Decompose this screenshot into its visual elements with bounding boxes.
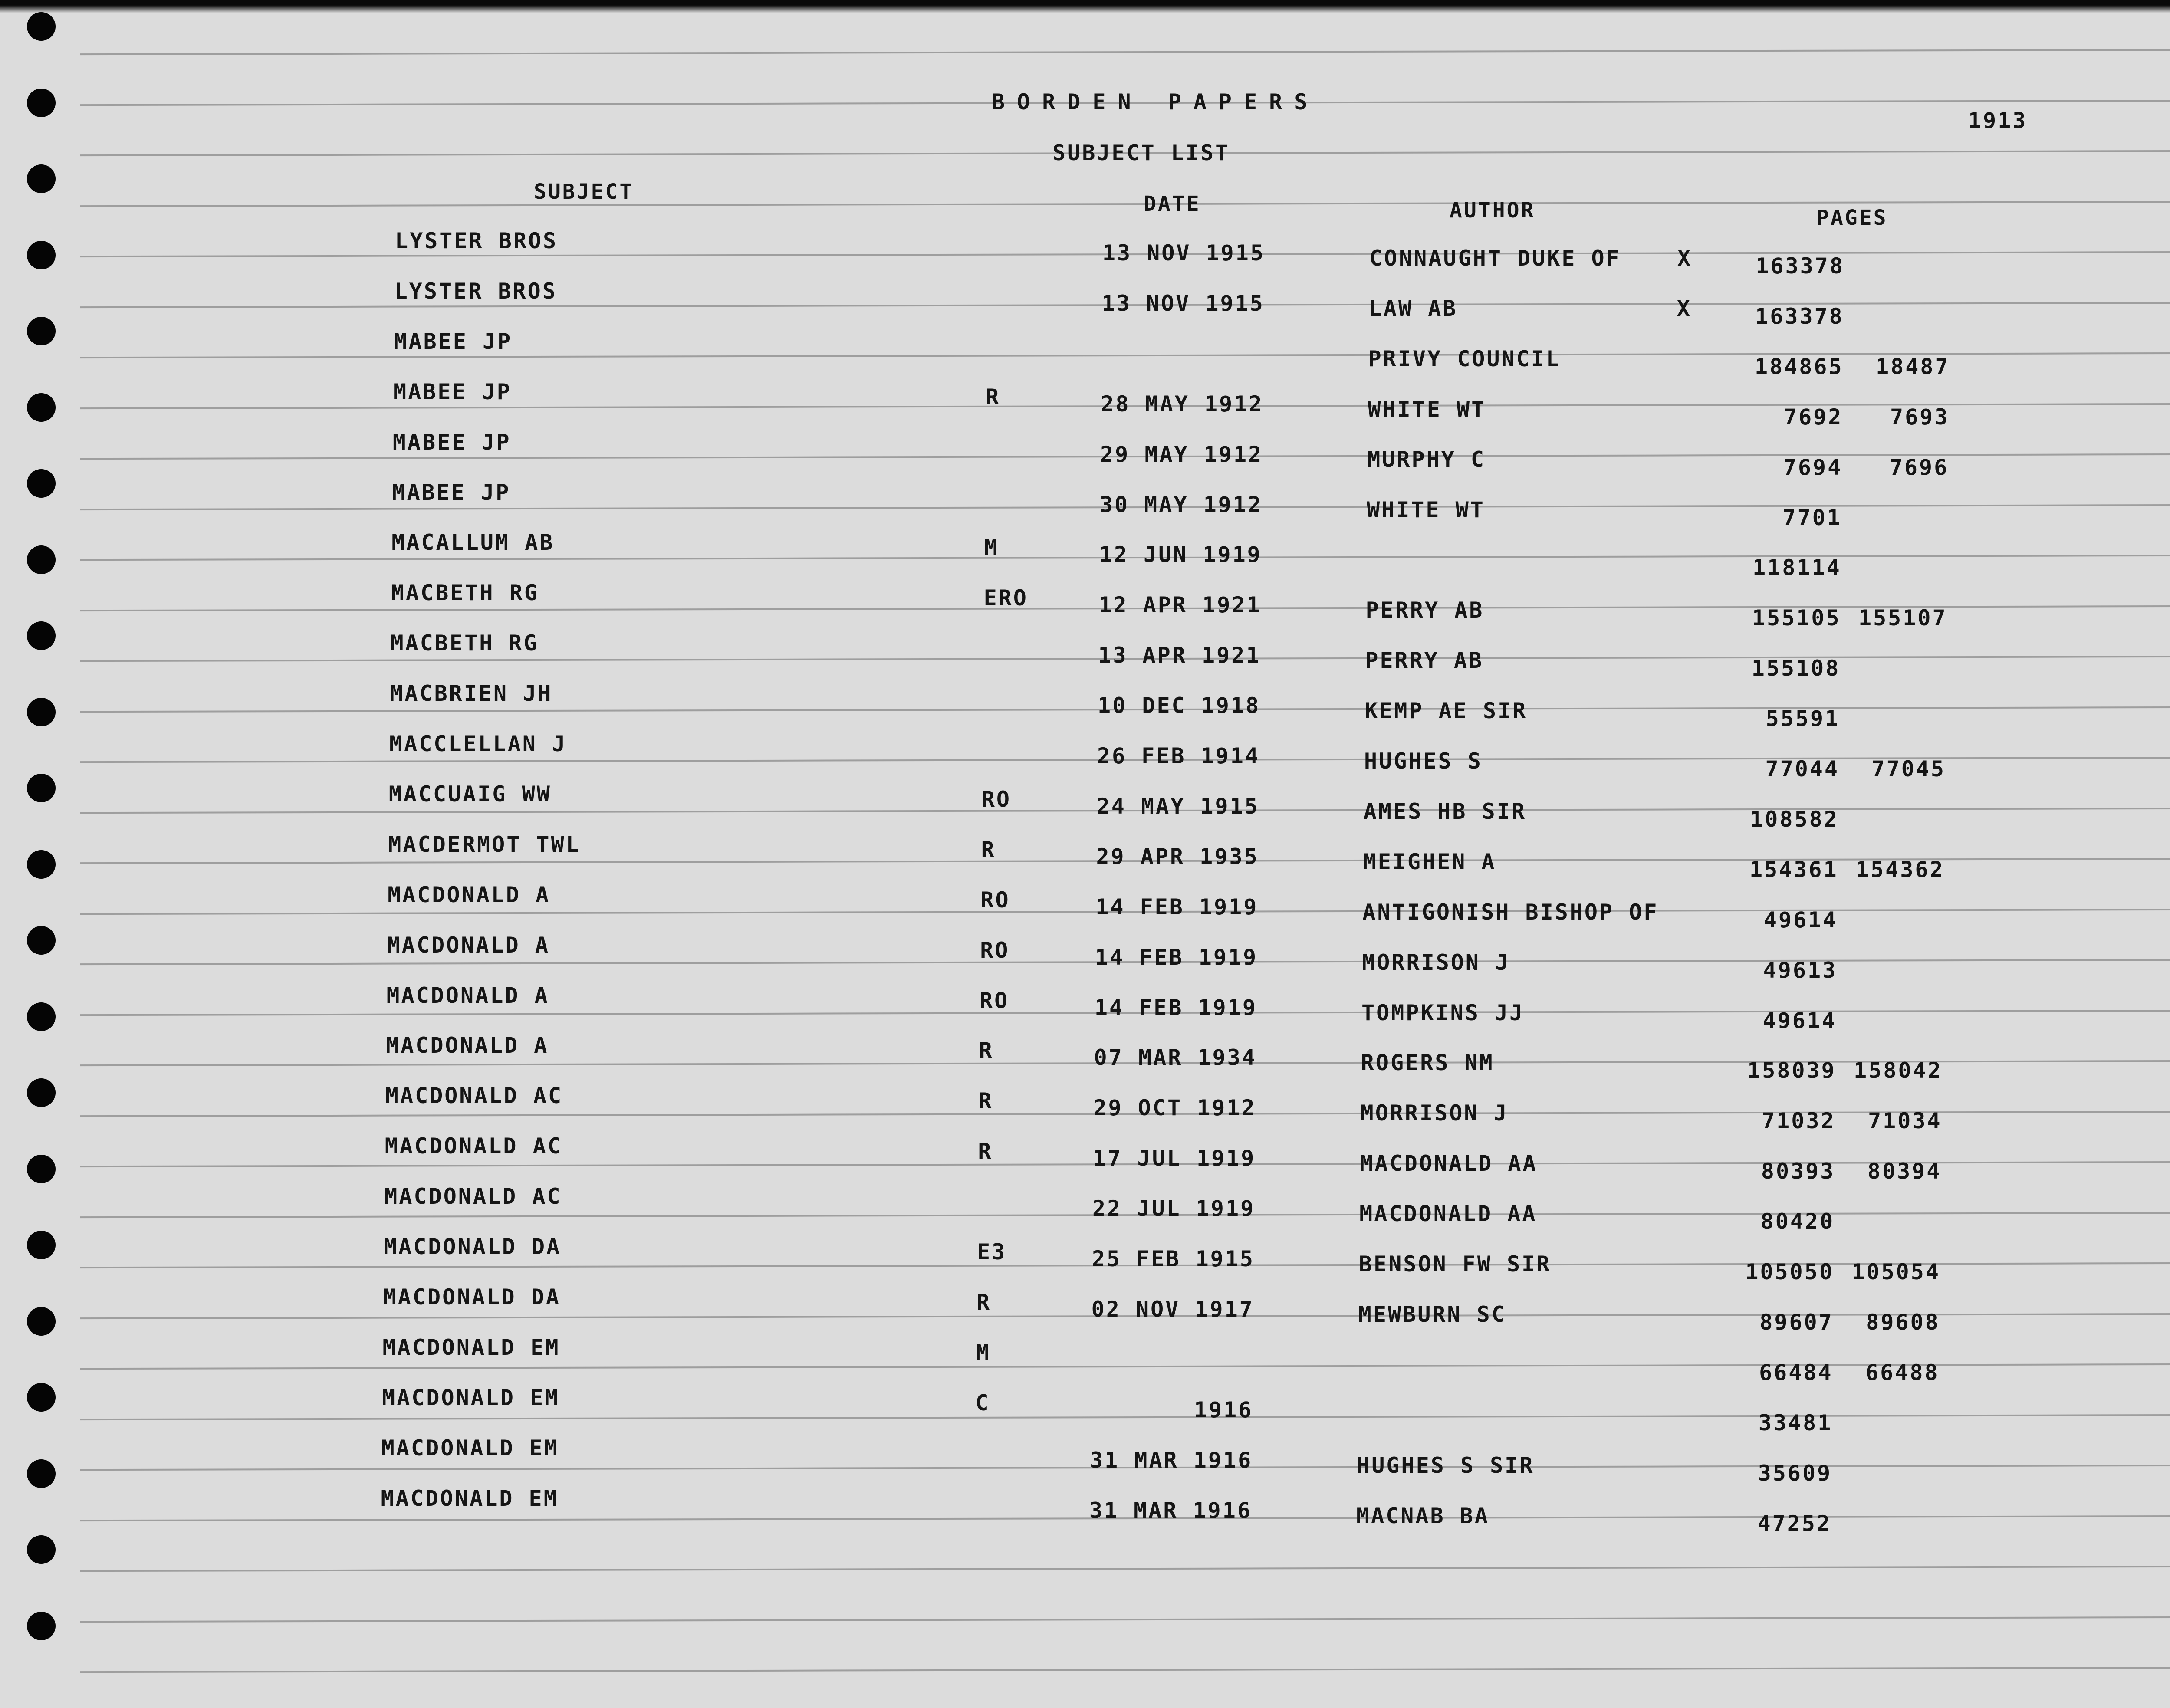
- row-date: 30 MAY 1912: [1099, 492, 1263, 517]
- tractor-hole: [27, 1307, 56, 1336]
- row-page1: 77044: [1765, 756, 1839, 782]
- tractor-hole: [27, 850, 56, 879]
- row-author: KEMP AE SIR: [1364, 698, 1528, 724]
- row-code: M: [976, 1340, 991, 1365]
- tractor-hole: [27, 1231, 56, 1259]
- row-subject: MABEE JP: [392, 480, 511, 505]
- row-page2: 71034: [1868, 1108, 1942, 1134]
- row-page1: 80420: [1760, 1209, 1835, 1235]
- row-page1: 7694: [1783, 454, 1843, 480]
- row-page1: 163378: [1756, 253, 1844, 279]
- row-date: 25 FEB 1915: [1092, 1246, 1255, 1271]
- row-page1: 163378: [1755, 303, 1844, 329]
- row-subject: MACDONALD A: [387, 932, 550, 958]
- row-author: WHITE WT: [1368, 396, 1486, 422]
- row-code: R: [978, 1139, 993, 1164]
- row-date: 12 APR 1921: [1098, 592, 1262, 618]
- row-subject: MACDONALD EM: [381, 1485, 559, 1511]
- column-header-date: DATE: [1144, 192, 1201, 216]
- row-date: 13 NOV 1915: [1102, 240, 1265, 266]
- row-page2: 80394: [1867, 1159, 1942, 1184]
- row-page1: 49614: [1763, 907, 1838, 933]
- row-author: MACDONALD AA: [1359, 1201, 1537, 1227]
- row-page1: 55591: [1766, 706, 1840, 732]
- row-page1: 49614: [1762, 1008, 1837, 1033]
- row-page1: 105050: [1745, 1259, 1834, 1284]
- row-date: 28 MAY 1912: [1101, 391, 1264, 417]
- row-subject: MACDONALD A: [386, 1033, 549, 1058]
- row-page1: 89607: [1759, 1309, 1834, 1335]
- row-page2: 66488: [1865, 1360, 1940, 1385]
- row-subject: MACDONALD A: [388, 882, 551, 907]
- row-code: E3: [977, 1239, 1007, 1265]
- row-subject: MACALLUM AB: [391, 530, 555, 555]
- tractor-hole: [27, 1459, 56, 1488]
- row-subject: LYSTER BROS: [394, 278, 557, 304]
- row-date: 29 OCT 1912: [1093, 1095, 1256, 1121]
- row-code: M: [984, 535, 999, 561]
- ruled-line: [80, 49, 2170, 55]
- row-subject: MACDERMOT TWL: [388, 831, 581, 857]
- ruled-line: [80, 1566, 2170, 1572]
- row-page1: 80393: [1761, 1159, 1835, 1184]
- row-author: MEIGHEN A: [1363, 849, 1496, 874]
- tractor-hole: [27, 89, 56, 117]
- row-author: WHITE WT: [1367, 497, 1485, 522]
- row-mark: X: [1677, 246, 1693, 271]
- ruled-line: [80, 1667, 2170, 1673]
- row-page1: 7692: [1783, 404, 1843, 430]
- scan-edge: [0, 0, 2170, 13]
- row-date: 31 MAR 1916: [1089, 1498, 1252, 1523]
- row-subject: MACDONALD DA: [383, 1284, 561, 1310]
- row-page1: 158039: [1747, 1058, 1836, 1084]
- row-page2: 158042: [1854, 1058, 1943, 1084]
- row-subject: MACDONALD A: [386, 982, 549, 1008]
- row-date: 07 MAR 1934: [1094, 1045, 1257, 1071]
- row-author: MACDONALD AA: [1360, 1151, 1538, 1176]
- row-date: 29 MAY 1912: [1100, 441, 1263, 467]
- column-header-subject: SUBJECT: [534, 180, 634, 204]
- row-author: MURPHY C: [1367, 447, 1486, 472]
- row-author: LAW AB: [1368, 296, 1458, 321]
- row-subject: MACBETH RG: [390, 631, 539, 656]
- row-code: R: [981, 837, 996, 862]
- row-author: ROGERS NM: [1361, 1050, 1494, 1076]
- row-page1: 155105: [1752, 605, 1841, 631]
- row-page1: 184865: [1754, 354, 1844, 379]
- row-date: 14 FEB 1919: [1094, 995, 1257, 1020]
- tractor-hole: [27, 469, 56, 498]
- row-page1: 66484: [1759, 1360, 1833, 1385]
- tractor-hole: [27, 1383, 56, 1412]
- row-page2: 105054: [1851, 1259, 1940, 1284]
- row-code: ERO: [983, 585, 1028, 611]
- document-title: BORDEN PAPERS: [992, 89, 1320, 115]
- row-date: 14 FEB 1919: [1095, 944, 1258, 970]
- row-code: RO: [980, 887, 1010, 913]
- row-page2: 89608: [1866, 1309, 1940, 1335]
- row-subject: LYSTER BROS: [395, 228, 558, 253]
- document-subtitle: SUBJECT LIST: [1052, 140, 1230, 165]
- row-subject: MACCUAIG WW: [388, 781, 552, 807]
- ruled-line: [80, 1616, 2170, 1622]
- row-page1: 49613: [1763, 957, 1838, 983]
- row-date: 12 JUN 1919: [1099, 542, 1262, 568]
- tractor-hole: [27, 1612, 56, 1640]
- tractor-hole: [27, 926, 56, 955]
- row-author: MACNAB BA: [1356, 1503, 1489, 1528]
- row-author: MORRISON J: [1360, 1100, 1509, 1126]
- row-author: ANTIGONISH BISHOP OF: [1362, 899, 1659, 925]
- row-page1: 154361: [1749, 857, 1838, 882]
- row-date: 22 JUL 1919: [1092, 1196, 1256, 1222]
- tractor-hole: [27, 317, 56, 345]
- row-date: 17 JUL 1919: [1093, 1146, 1256, 1171]
- row-code: R: [978, 1088, 993, 1114]
- tractor-hole: [27, 12, 56, 41]
- row-code: R: [986, 384, 1001, 410]
- row-date: 29 APR 1935: [1096, 844, 1259, 869]
- tractor-hole: [27, 774, 56, 802]
- row-page2: 77045: [1871, 756, 1946, 782]
- row-page2: 154362: [1855, 857, 1945, 882]
- row-author: PERRY AB: [1365, 648, 1484, 673]
- row-code: R: [979, 1038, 994, 1064]
- tractor-hole: [27, 164, 56, 193]
- row-page1: 155108: [1751, 656, 1841, 681]
- row-code: R: [976, 1289, 991, 1315]
- row-date: 31 MAR 1916: [1090, 1447, 1253, 1473]
- row-author: PERRY AB: [1365, 598, 1484, 623]
- row-page2: 7696: [1889, 454, 1949, 480]
- row-author: HUGHES S SIR: [1357, 1452, 1535, 1478]
- row-page1: 108582: [1750, 806, 1839, 832]
- document-year: 1913: [1968, 108, 2028, 133]
- row-date: 13 APR 1921: [1098, 643, 1261, 668]
- row-subject: MACDONALD EM: [382, 1385, 560, 1410]
- row-subject: MACDONALD AC: [385, 1083, 563, 1109]
- row-subject: MABEE JP: [393, 379, 512, 404]
- row-page1: 35609: [1758, 1460, 1832, 1486]
- row-date: 24 MAY 1915: [1096, 793, 1259, 819]
- row-author: PRIVY COUNCIL: [1368, 346, 1561, 371]
- row-code: RO: [980, 937, 1010, 963]
- row-subject: MACCLELLAN J: [389, 731, 567, 756]
- tractor-hole: [27, 1535, 56, 1564]
- tractor-hole: [27, 1078, 56, 1107]
- row-subject: MACBRIEN JH: [390, 681, 553, 706]
- row-subject: MACDONALD EM: [381, 1435, 559, 1461]
- row-subject: MACDONALD EM: [382, 1334, 560, 1360]
- tractor-hole: [27, 545, 56, 574]
- row-page1: 33481: [1758, 1410, 1833, 1435]
- row-author: HUGHES S: [1364, 749, 1483, 774]
- row-date: 02 NOV 1917: [1091, 1296, 1254, 1322]
- row-page2: 7693: [1890, 404, 1950, 430]
- row-author: AMES HB SIR: [1363, 798, 1526, 824]
- row-page2: 18487: [1876, 354, 1950, 379]
- row-subject: MABEE JP: [392, 429, 511, 455]
- row-subject: MACDONALD AC: [384, 1184, 562, 1209]
- tractor-hole: [27, 241, 56, 269]
- row-date: 10 DEC 1918: [1098, 693, 1261, 719]
- row-author: TOMPKINS JJ: [1361, 1000, 1525, 1025]
- row-author: MEWBURN SC: [1358, 1301, 1506, 1327]
- row-date: 1916: [1194, 1397, 1253, 1422]
- row-page1: 7701: [1782, 505, 1842, 530]
- row-page1: 71032: [1762, 1108, 1836, 1134]
- column-header-author: AUTHOR: [1450, 198, 1535, 223]
- row-page2: 155107: [1858, 605, 1947, 631]
- tractor-hole: [27, 1002, 56, 1031]
- tractor-hole: [27, 1155, 56, 1183]
- row-author: CONNAUGHT DUKE OF: [1369, 246, 1621, 271]
- tractor-hole: [27, 698, 56, 726]
- row-date: 26 FEB 1914: [1097, 743, 1260, 769]
- row-author: MORRISON J: [1362, 949, 1510, 975]
- row-date: 14 FEB 1919: [1095, 894, 1259, 920]
- row-subject: MACBETH RG: [391, 580, 539, 606]
- row-author: BENSON FW SIR: [1359, 1251, 1552, 1277]
- row-page1: 47252: [1757, 1511, 1831, 1536]
- row-mark: X: [1677, 296, 1692, 321]
- tractor-hole: [27, 621, 56, 650]
- column-header-pages: PAGES: [1816, 206, 1888, 230]
- row-page1: 118114: [1752, 555, 1841, 581]
- row-code: C: [975, 1390, 990, 1416]
- tractor-hole: [27, 393, 56, 422]
- row-code: RO: [980, 988, 1009, 1013]
- row-subject: MACDONALD AC: [385, 1133, 562, 1159]
- row-subject: MABEE JP: [394, 328, 513, 354]
- row-date: 13 NOV 1915: [1101, 290, 1265, 316]
- row-code: RO: [981, 786, 1012, 812]
- row-subject: MACDONALD DA: [384, 1234, 562, 1259]
